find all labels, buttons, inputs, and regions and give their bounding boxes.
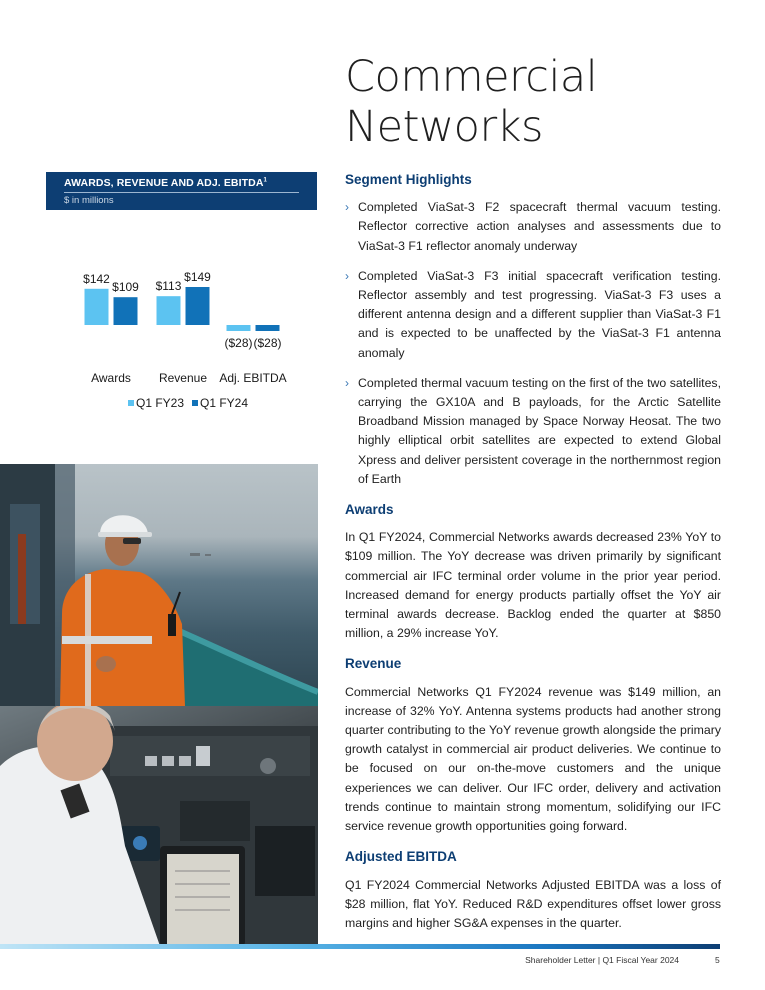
legend-swatch [128, 400, 134, 406]
bar-q1-fy23-adj-ebitda [227, 325, 251, 331]
bar-q1-fy24-awards [114, 297, 138, 325]
chevron-right-icon: › [345, 375, 349, 390]
segment-highlights-heading: Segment Highlights [345, 172, 472, 187]
category-label: Adj. EBITDA [219, 371, 287, 385]
bullet-text: Completed thermal vacuum testing on the first of the two satellites, carrying the GX10A and B payloads, for the Arctic Satellite Broadband Mission managed by Space Norway Heosat. The two highly elliptical orbit satellites are expected to extend Global Xpress and deliver persistent coverage in the northernmost region of Earth [358, 375, 721, 486]
footer-gradient-bar [0, 944, 720, 949]
photo-cockpit-pilot [0, 706, 318, 946]
footer-label: Shareholder Letter | Q1 Fiscal Year 2024 [525, 955, 679, 965]
revenue-heading: Revenue [345, 656, 402, 672]
list-item [345, 374, 721, 489]
data-label: $109 [112, 280, 139, 295]
data-label: ($28) [224, 336, 253, 350]
data-label: $149 [184, 270, 211, 284]
chart-title-text: AWARDS, REVENUE AND ADJ. EBITDA [64, 177, 264, 189]
chart-header [46, 172, 317, 210]
content-column [345, 170, 721, 944]
bar-chart [46, 212, 317, 417]
page-title [345, 52, 597, 152]
data-label: $142 [83, 271, 110, 286]
chart-subtitle: $ in millions [64, 195, 114, 206]
photo-ship-worker [0, 464, 318, 706]
legend-swatch [192, 400, 198, 406]
chart-title-footnote: 1 [263, 177, 267, 184]
chevron-right-icon: › [345, 268, 349, 283]
awards-heading: Awards [345, 502, 394, 518]
adjusted-ebitda-paragraph: Q1 FY2024 Commercial Networks Adjusted EBITDA was a loss of $28 million, flat YoY. Reduced R&D expenditures offset lower gross margins and higher SG&A expenses in the quarter. [345, 877, 721, 930]
chart-title [64, 177, 299, 193]
adjusted-ebitda-heading: Adjusted EBITDA [345, 849, 457, 865]
category-label: Awards [91, 371, 131, 385]
list-item [345, 267, 721, 363]
bar-q1-fy23-revenue [157, 296, 181, 325]
cockpit-illustration [0, 706, 318, 946]
ship-worker-illustration [0, 464, 318, 706]
chevron-right-icon: › [345, 200, 349, 215]
page-title-line-1: Commercial [345, 52, 598, 102]
category-label: Revenue [158, 371, 208, 385]
awards-paragraph: In Q1 FY2024, Commercial Networks awards decreased 23% YoY to $109 million. The YoY decrease was driven primarily by significant commercial air IFC terminal order volume in the prior year period. Increased demand for energy products partially offset the YoY air terminal awards decrease. Backlog ended the quarter at $850 million, a 29% increase YoY. [345, 530, 721, 641]
bar-q1-fy24-revenue [186, 287, 210, 325]
page-title-line-2: Networks [345, 102, 543, 152]
data-label: $113 [155, 279, 182, 294]
legend-label: Q1 FY23 [136, 396, 185, 410]
list-item [345, 198, 721, 256]
page-number: 5 [715, 955, 720, 965]
segment-highlights-list [345, 198, 721, 489]
data-label: ($28) [253, 336, 282, 350]
bar-q1-fy24-adj-ebitda [256, 325, 280, 331]
bullet-text: Completed ViaSat-3 F2 spacecraft thermal vacuum testing. Reflector corrective action analyses and assessments due to ViaSat-3 F1 reflector anomaly underway [358, 200, 721, 253]
revenue-paragraph: Commercial Networks Q1 FY2024 revenue was $149 million, an increase of 32% YoY. Antenna systems products had another strong quarter contributing to the YoY revenue growth alongside the primary growth catalyst in commercial air product deliveries. We continue to be focused on our on-the-move customers and the unique experiences we can deliver. Our IFC order, delivery and activation trends continue to maintain strong momentum, solidifying our IFC service revenue growth opportunities going forward. [345, 684, 721, 834]
bullet-text: Completed ViaSat-3 F3 initial spacecraft verification testing. Reflector assembly and test progressing. ViaSat-3 F3 uses a different antenna design and a different supplier than ViaSat-3 F1 and is expected to be unaffected by the ViaSat-3 F1 antenna anomaly [358, 268, 721, 360]
bar-q1-fy23-awards [85, 289, 109, 325]
legend-label: Q1 FY24 [200, 396, 249, 410]
